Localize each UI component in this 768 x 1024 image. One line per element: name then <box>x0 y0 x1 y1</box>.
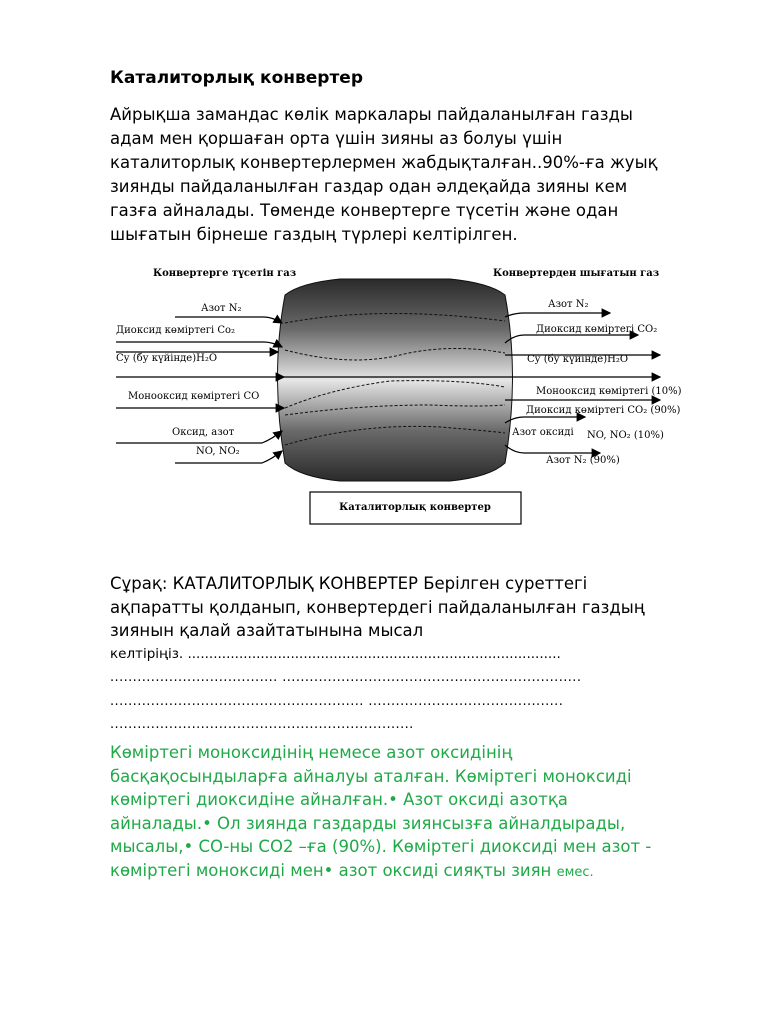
answer-line: айналады.• Ол зиянда газдарды зиянсызға айналдырады, <box>110 813 626 833</box>
answer-block <box>110 741 730 884</box>
question-block <box>110 572 720 737</box>
converter-body <box>278 279 513 481</box>
intro-line: шығатын бірнеше газдың түрлері келтірілген. <box>110 225 518 244</box>
input-label: Су (бу күйінде)H₂O <box>116 353 218 364</box>
diagram-caption: Каталиторлық конвертер <box>339 502 491 513</box>
output-label: Азот N₂ <box>548 299 589 310</box>
output-label: Диоксид көміртегі CO₂ <box>536 324 658 335</box>
input-arrows <box>116 317 284 463</box>
output-label: Диоксид көміртегі CO₂ (90%) <box>526 405 681 416</box>
output-label: NO, NO₂ (10%) <box>587 430 664 441</box>
question-line: зиянын қалай азайтатынына мысал <box>110 621 424 640</box>
intro-line: адам мен қоршаған орта үшін зияны аз болуы үшін <box>110 129 563 148</box>
answer-last-text: көміртегі моноксиді мен• азот оксиді сияқты зиян <box>110 860 552 880</box>
left-header: Конвертерге түсетін газ <box>153 268 297 279</box>
output-label: Азот оксиді <box>512 427 574 438</box>
right-header: Конвертерден шығатын газ <box>493 268 660 279</box>
answer-line <box>110 859 730 885</box>
page-title: Каталиторлық конвертер <box>110 68 364 88</box>
input-label: Азот N₂ <box>201 303 242 314</box>
question-line: Сұрақ: КАТАЛИТОРЛЫҚ КОНВЕРТЕР Берілген суреттегі <box>110 574 588 593</box>
answer-last-word: емес. <box>556 864 594 880</box>
intro-line: Айрықша замандас көлік маркалары пайдаланылған газды <box>110 105 633 124</box>
intro-line: газға айналады. Төменде конвертерге түсетін және одан <box>110 201 619 220</box>
question-line: ақпаратты қолданып, конвертердегі пайдаланылған газдың <box>110 597 645 617</box>
catalytic-converter-diagram <box>0 255 768 535</box>
question-line: келтіріңіз. ....................................................................................... <box>110 645 561 662</box>
answer-dots-line[interactable]: ..................................... .................................................................. <box>110 670 582 685</box>
answer-line: мысалы,• CO-ны CO2 –ға (90%). Көміртегі диоксиді мен азот - <box>110 837 652 856</box>
answer-dots-line[interactable]: ........................................................ ........................................... <box>110 693 564 709</box>
intro-paragraph <box>110 103 720 247</box>
output-label: Монооксид көміртегі (10%) <box>536 386 682 397</box>
intro-line: зиянды пайдаланылған газдар одан әлдеқайда зияны кем <box>110 177 628 196</box>
answer-line: Көміртегі моноксидінің немесе азот оксидінің <box>110 743 513 762</box>
output-label: Азот N₂ (90%) <box>546 455 620 466</box>
input-label: Оксид, азот <box>172 427 235 438</box>
answer-line: басқақосындыларға айналуы аталған. Көміртегі моноксиді <box>110 766 632 786</box>
input-label: Диоксид көміртегі Co₂ <box>116 325 236 336</box>
intro-line: каталиторлық конвертерлермен жабдықталған..90%-ға жуық <box>110 153 658 172</box>
answer-dots-line[interactable]: ................................................................... <box>110 717 414 732</box>
input-label: NO, NO₂ <box>196 446 240 457</box>
output-label: Су (бу күйінде)H₂O <box>527 354 629 365</box>
input-label: Монооксид көміртегі СО <box>128 391 260 402</box>
answer-line: көміртегі диоксидіне айналған.• Азот оксиді азотқа <box>110 790 568 809</box>
